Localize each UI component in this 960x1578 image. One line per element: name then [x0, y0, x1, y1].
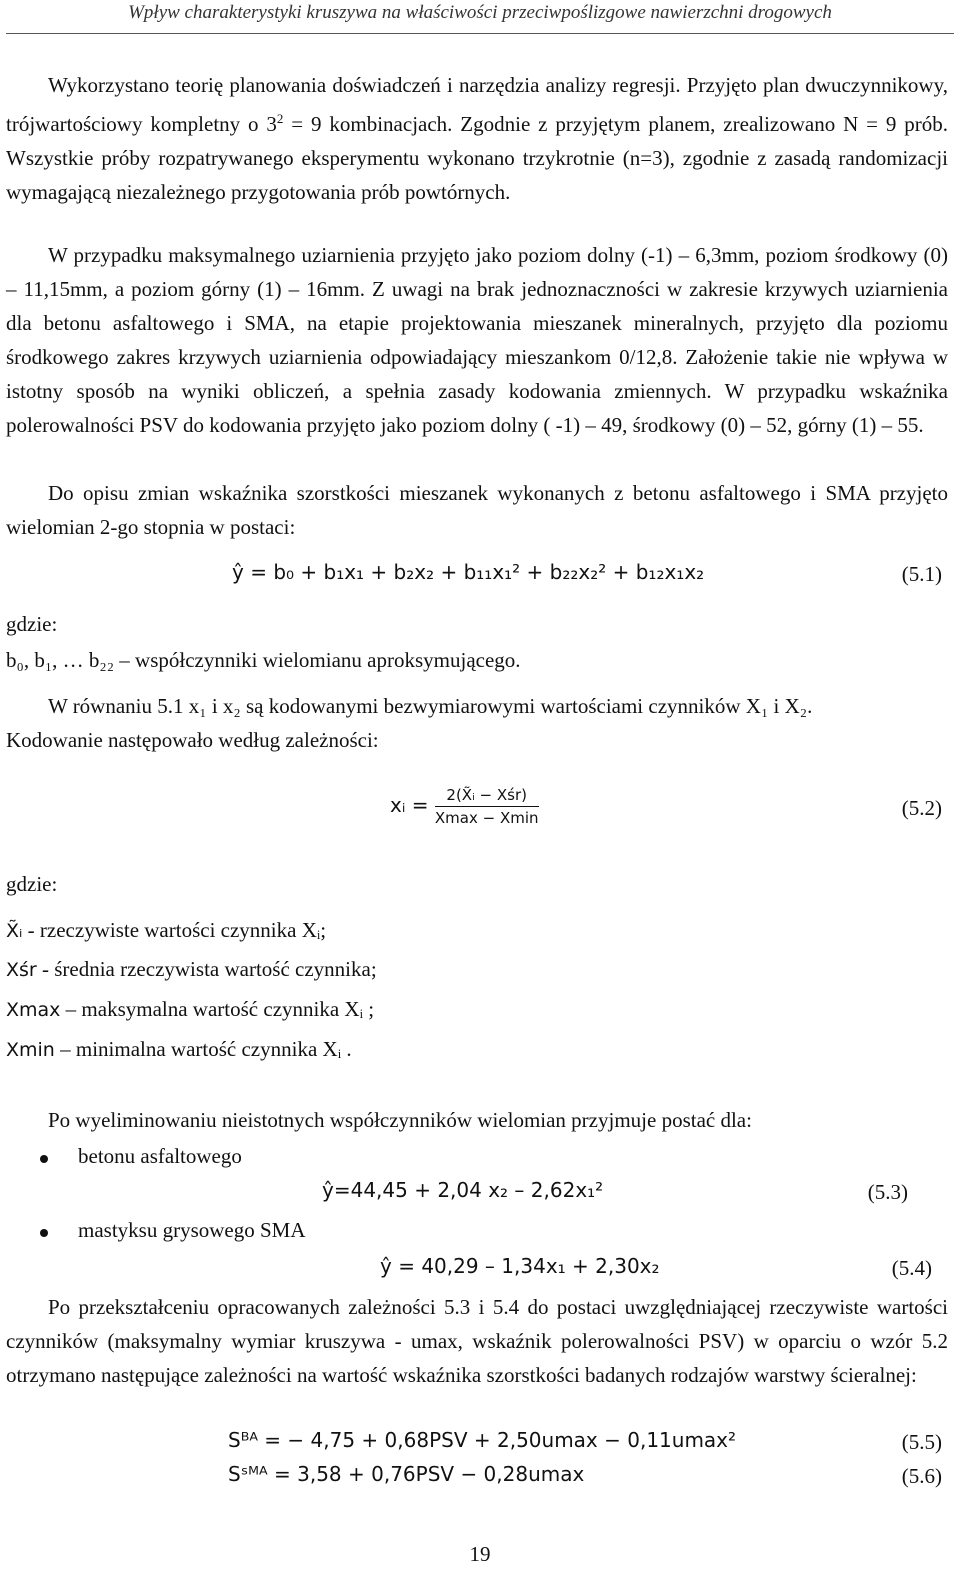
equation-5-1-number: (5.1): [901, 562, 942, 586]
paragraph-6: Po przekształceniu opracowanych zależności 5.3 i 5.4 do postaci uwzględniającej rzeczywiste wartości czynników (maksymalny wymiar kruszywa - umax, wskaźnik polerowalności PSV) w oparciu o wzór 5.2 otrzymano następujące zależności na wartość wskaźnika szorstkości badanych rodzajów warstwy ścieralnej:: [6, 1295, 948, 1387]
running-header: Wpływ charakterystyki kruszywa na właściwości przeciwpoślizgowe nawierzchni drogowych: [128, 2, 832, 23]
paragraph-2: W przypadku maksymalnego uziarnienia przyjęto jako poziom dolny (-1) – 6,3mm, poziom środkowy (0) – 11,15mm, a poziom górny (1) – 16mm. Z uwagi na brak jednoznaczności w zakresie krzywych uziarnienia dla betonu asfaltowego i SMA, na etapie projektowania mieszanek mineralnych, przyjęto dla poziomu środkowego zakres krzywych uziarnienia odpowiadający mieszankom 0/12,8. Założenie takie nie wpływa w istotny sposób na wyniki obliczeń, a spełnia zasady kodowania zmiennych. W przypadku wskaźnika polerowalności PSV do kodowania przyjęto jako poziom dolny ( -1) – 49, środkowy (0) – 52, górny (1) – 55.: [6, 243, 948, 437]
bullet-icon: [40, 1155, 48, 1163]
equation-5-1-rhs: = b₀ + b₁x₁ + b₂x₂ + b₁₁x₁² + b₂₂x₂² + b₁₂x₁x₂: [250, 560, 705, 584]
equation-5-4-lhs: ŷ: [380, 1254, 392, 1278]
equation-5-2-lhs: xᵢ =: [390, 793, 429, 817]
definition-symbol: Xmax: [6, 999, 61, 1021]
definition-text: – minimalna wartość czynnika Xᵢ .: [54, 1037, 352, 1061]
paragraph-1-part-a: Wykorzystano teorię planowania doświadczeń i narzędzia analizy regresji. Przyjęto plan dwuczynnikowy, trójwartościowy kompletny o 3: [6, 73, 948, 136]
paragraph-3: Do opisu zmian wskaźnika szorstkości mieszanek wykonanych z betonu asfaltowego i SMA przyjęto wielomian 2-go stopnia w postaci:: [6, 481, 948, 539]
equation-5-2-number: (5.2): [901, 796, 942, 820]
equation-5-6-number: (5.6): [901, 1464, 942, 1488]
equation-5-3-rhs: =44,45 + 2,04 x₂ – 2,62x₁²: [333, 1178, 604, 1202]
gdzie-label-1: gdzie:: [6, 612, 58, 636]
equation-5-1: [232, 560, 704, 584]
definition-symbol: Xśr: [6, 959, 37, 981]
bullet-item-asphalt: betonu asfaltowego: [78, 1144, 242, 1168]
definition-row: [6, 1037, 352, 1062]
definition-row: [6, 997, 374, 1022]
equation-5-2: [390, 786, 539, 827]
bullet-icon: [40, 1229, 48, 1237]
paragraph-1: [6, 68, 948, 209]
paragraph-4-line-1: W równaniu 5.1 x₁ i x₂ są kodowanymi bezwymiarowymi wartościami czynników X₁ i X₂.: [48, 694, 813, 718]
page-number: 19: [469, 1542, 491, 1566]
equation-5-3: [322, 1178, 603, 1202]
paragraph-1-part-b: = 9 kombinacjach. Zgodnie z przyjętym planem, zrealizowano N = 9 prób. Wszystkie próby rozpatrywanego eksperymentu wykonano trzykrotnie (n=3), zgodnie z zasadą randomizacji wymagającą niezależnego przygotowania prób powtórnych.: [6, 112, 948, 204]
equation-5-2-fraction: [435, 786, 539, 827]
definition-text: - rzeczywiste wartości czynnika Xᵢ;: [22, 918, 327, 942]
coefficient-definition: b₀, b₁, … b₂₂ – współczynniki wielomianu aproksymującego.: [6, 648, 521, 672]
definition-row: [6, 918, 326, 943]
definition-symbol: X̃ᵢ: [6, 920, 23, 942]
equation-5-3-lhs: ŷ: [322, 1178, 334, 1202]
equation-5-4-rhs: = 40,29 – 1,34x₁ + 2,30x₂: [398, 1254, 660, 1278]
header-rule: [6, 33, 954, 34]
definition-text: - średnia rzeczywista wartość czynnika;: [36, 957, 377, 981]
equation-5-2-denominator: Xmax − Xmin: [434, 809, 539, 827]
equation-5-5-number: (5.5): [901, 1430, 942, 1454]
bullet-item-sma: mastyksu grysowego SMA: [78, 1218, 306, 1242]
equation-5-3-number: (5.3): [867, 1180, 908, 1204]
gdzie-label-2: gdzie:: [6, 872, 58, 896]
equation-5-1-lhs: ŷ: [232, 560, 244, 584]
definition-symbol: Xmin: [6, 1039, 55, 1061]
equation-5-6: Sˢᴹᴬ = 3,58 + 0,76PSV − 0,28umax: [228, 1462, 585, 1486]
paragraph-5: Po wyeliminowaniu nieistotnych współczynników wielomian przyjmuje postać dla:: [48, 1108, 752, 1132]
equation-5-2-numerator: 2(X̃ᵢ − Xśr): [435, 786, 539, 807]
paragraph-1-sup: 2: [276, 111, 284, 126]
definition-row: [6, 957, 377, 982]
equation-5-4-number: (5.4): [891, 1256, 932, 1280]
equation-5-5: Sᴮᴬ = − 4,75 + 0,68PSV + 2,50umax − 0,11umax²: [228, 1428, 737, 1452]
paragraph-4-line-2: Kodowanie następowało według zależności:: [6, 728, 379, 752]
definition-text: – maksymalna wartość czynnika Xᵢ ;: [60, 997, 375, 1021]
equation-5-4: [380, 1254, 660, 1278]
